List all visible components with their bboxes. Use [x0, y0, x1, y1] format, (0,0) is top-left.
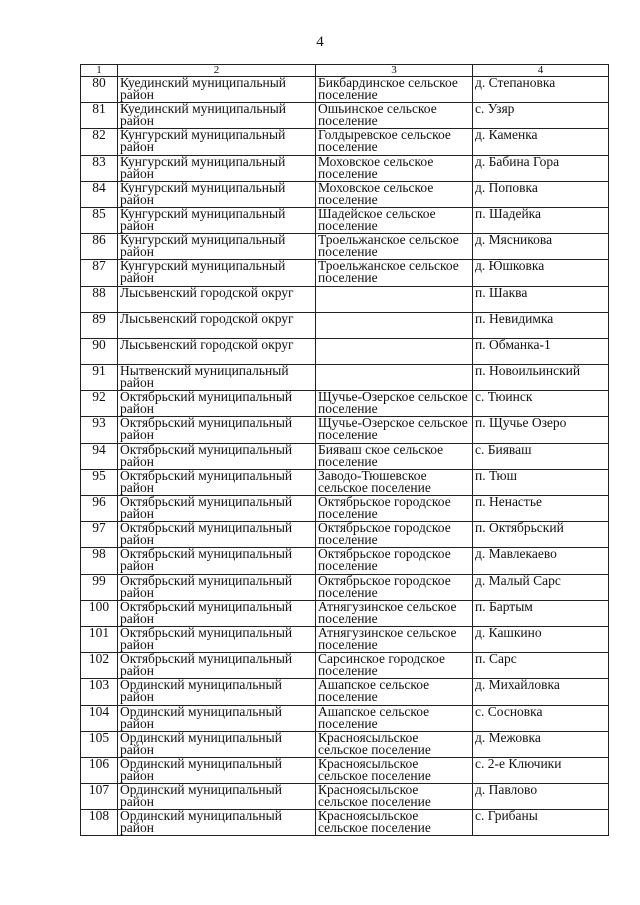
- settlement-cell: [316, 365, 473, 391]
- locality-cell: д. Мавлекаево: [473, 548, 609, 574]
- table-row: [81, 705, 609, 731]
- district-cell: Нытвенский муниципальный район: [118, 365, 316, 391]
- district-cell: Кунгурский муниципальный район: [118, 129, 316, 155]
- district-cell: Куединский муниципальный район: [118, 103, 316, 129]
- table-row: [81, 312, 609, 338]
- settlement-cell: Бияваш ское сельское поселение: [316, 443, 473, 469]
- district-cell: Лысьвенский городской округ: [118, 286, 316, 312]
- district-cell: Кунгурский муниципальный район: [118, 260, 316, 286]
- settlement-cell: Октябрьское городское поселение: [316, 548, 473, 574]
- locality-cell: п. Октябрьский: [473, 522, 609, 548]
- table-row: [81, 260, 609, 286]
- locality-cell: с. Тюинск: [473, 391, 609, 417]
- row-number: 101: [81, 626, 118, 652]
- row-number: 85: [81, 207, 118, 233]
- district-cell: Октябрьский муниципальный район: [118, 391, 316, 417]
- settlement-cell: Красноясыльское сельское поселение: [316, 731, 473, 757]
- settlement-cell: Ашапское сельское поселение: [316, 679, 473, 705]
- row-number: 80: [81, 77, 118, 103]
- column-header-1: 1: [81, 65, 118, 77]
- district-cell: Ординский муниципальный район: [118, 705, 316, 731]
- settlement-cell: Ашапское сельское поселение: [316, 705, 473, 731]
- locality-cell: с. Узяр: [473, 103, 609, 129]
- settlement-cell: Сарсинское городское поселение: [316, 653, 473, 679]
- table-row: [81, 181, 609, 207]
- district-cell: Лысьвенский городской округ: [118, 338, 316, 364]
- table-row: [81, 207, 609, 233]
- locality-cell: п. Шадейка: [473, 207, 609, 233]
- settlement-cell: Красноясыльское сельское поселение: [316, 810, 473, 836]
- settlement-cell: [316, 286, 473, 312]
- table-row: [81, 77, 609, 103]
- district-cell: Ординский муниципальный район: [118, 731, 316, 757]
- locality-cell: п. Невидимка: [473, 312, 609, 338]
- locality-cell: д. Кашкино: [473, 626, 609, 652]
- district-cell: Ординский муниципальный район: [118, 784, 316, 810]
- table-row: [81, 338, 609, 364]
- table-row: [81, 548, 609, 574]
- table-row: [81, 391, 609, 417]
- district-cell: Лысьвенский городской округ: [118, 312, 316, 338]
- locality-cell: с. 2-е Ключики: [473, 757, 609, 783]
- table-row: [81, 679, 609, 705]
- district-cell: Кунгурский муниципальный район: [118, 155, 316, 181]
- table-row: [81, 365, 609, 391]
- locality-cell: д. Малый Сарс: [473, 574, 609, 600]
- locality-cell: д. Степановка: [473, 77, 609, 103]
- settlement-cell: Бикбардинское сельское поселение: [316, 77, 473, 103]
- row-number: 91: [81, 365, 118, 391]
- settlement-cell: Октябрьское городское поселение: [316, 574, 473, 600]
- settlement-cell: Красноясыльское сельское поселение: [316, 757, 473, 783]
- row-number: 90: [81, 338, 118, 364]
- row-number: 81: [81, 103, 118, 129]
- district-cell: Октябрьский муниципальный район: [118, 600, 316, 626]
- table-row: [81, 469, 609, 495]
- row-number: 86: [81, 234, 118, 260]
- row-number: 83: [81, 155, 118, 181]
- table-row: [81, 417, 609, 443]
- settlement-cell: Троельжанское сельское поселение: [316, 234, 473, 260]
- row-number: 99: [81, 574, 118, 600]
- row-number: 104: [81, 705, 118, 731]
- district-cell: Октябрьский муниципальный район: [118, 653, 316, 679]
- locality-cell: п. Новоильинский: [473, 365, 609, 391]
- locality-cell: д. Поповка: [473, 181, 609, 207]
- locality-cell: п. Ненастье: [473, 496, 609, 522]
- table-row: [81, 731, 609, 757]
- table-row: [81, 443, 609, 469]
- district-cell: Куединский муниципальный район: [118, 77, 316, 103]
- table-row: [81, 653, 609, 679]
- column-header-4: 4: [473, 65, 609, 77]
- row-number: 98: [81, 548, 118, 574]
- settlement-cell: Октябрьское городское поселение: [316, 496, 473, 522]
- locality-cell: д. Мясникова: [473, 234, 609, 260]
- settlement-cell: Октябрьское городское поселение: [316, 522, 473, 548]
- row-number: 100: [81, 600, 118, 626]
- table-row: [81, 784, 609, 810]
- table-row: [81, 757, 609, 783]
- table-row: [81, 103, 609, 129]
- locality-cell: п. Шаква: [473, 286, 609, 312]
- district-cell: Кунгурский муниципальный район: [118, 234, 316, 260]
- settlement-cell: Красноясыльское сельское поселение: [316, 784, 473, 810]
- row-number: 87: [81, 260, 118, 286]
- district-cell: Октябрьский муниципальный район: [118, 417, 316, 443]
- locality-cell: п. Сарс: [473, 653, 609, 679]
- page-number: 4: [316, 34, 324, 50]
- settlement-cell: Щучье-Озерское сельское поселение: [316, 417, 473, 443]
- row-number: 107: [81, 784, 118, 810]
- table-body: [81, 77, 609, 836]
- district-cell: Ординский муниципальный район: [118, 679, 316, 705]
- row-number: 93: [81, 417, 118, 443]
- locality-cell: д. Павлово: [473, 784, 609, 810]
- locality-cell: п. Щучье Озеро: [473, 417, 609, 443]
- table-row: [81, 286, 609, 312]
- locality-cell: с. Грибаны: [473, 810, 609, 836]
- settlement-cell: Троельжанское сельское поселение: [316, 260, 473, 286]
- settlement-cell: Атнягузинское сельское поселение: [316, 626, 473, 652]
- locality-cell: п. Бартым: [473, 600, 609, 626]
- row-number: 103: [81, 679, 118, 705]
- locality-cell: д. Юшковка: [473, 260, 609, 286]
- settlement-cell: [316, 338, 473, 364]
- district-cell: Октябрьский муниципальный район: [118, 469, 316, 495]
- column-header-2: 2: [118, 65, 316, 77]
- locality-cell: с. Бияваш: [473, 443, 609, 469]
- district-cell: Ординский муниципальный район: [118, 757, 316, 783]
- district-cell: Ординский муниципальный район: [118, 810, 316, 836]
- district-cell: Октябрьский муниципальный район: [118, 496, 316, 522]
- settlement-cell: Голдыревское сельское поселение: [316, 129, 473, 155]
- row-number: 105: [81, 731, 118, 757]
- row-number: 106: [81, 757, 118, 783]
- footer-speck: [232, 882, 235, 885]
- column-header-3: 3: [316, 65, 473, 77]
- settlement-cell: Моховское сельское поселение: [316, 155, 473, 181]
- locality-cell: д. Каменка: [473, 129, 609, 155]
- row-number: 82: [81, 129, 118, 155]
- table-row: [81, 810, 609, 836]
- district-cell: Октябрьский муниципальный район: [118, 574, 316, 600]
- table-row: [81, 234, 609, 260]
- settlement-cell: Щучье-Озерское сельское поселение: [316, 391, 473, 417]
- settlement-cell: [316, 312, 473, 338]
- locality-cell: д. Межовка: [473, 731, 609, 757]
- row-number: 95: [81, 469, 118, 495]
- locality-cell: п. Обманка-1: [473, 338, 609, 364]
- table-row: [81, 155, 609, 181]
- settlement-cell: Заводо-Тюшевское сельское поселение: [316, 469, 473, 495]
- district-cell: Октябрьский муниципальный район: [118, 626, 316, 652]
- district-cell: Кунгурский муниципальный район: [118, 207, 316, 233]
- header-row: [81, 65, 609, 77]
- row-number: 88: [81, 286, 118, 312]
- row-number: 108: [81, 810, 118, 836]
- locality-cell: д. Бабина Гора: [473, 155, 609, 181]
- district-cell: Октябрьский муниципальный район: [118, 522, 316, 548]
- settlement-cell: Моховское сельское поселение: [316, 181, 473, 207]
- district-cell: Кунгурский муниципальный район: [118, 181, 316, 207]
- row-number: 96: [81, 496, 118, 522]
- settlement-cell: Шадейское сельское поселение: [316, 207, 473, 233]
- table-row: [81, 129, 609, 155]
- settlements-table: [80, 64, 609, 836]
- table-row: [81, 522, 609, 548]
- settlement-cell: Ошьинское сельское поселение: [316, 103, 473, 129]
- table-row: [81, 600, 609, 626]
- district-cell: Октябрьский муниципальный район: [118, 548, 316, 574]
- table-row: [81, 626, 609, 652]
- table-row: [81, 574, 609, 600]
- locality-cell: с. Сосновка: [473, 705, 609, 731]
- settlement-cell: Атнягузинское сельское поселение: [316, 600, 473, 626]
- row-number: 84: [81, 181, 118, 207]
- row-number: 94: [81, 443, 118, 469]
- row-number: 97: [81, 522, 118, 548]
- row-number: 89: [81, 312, 118, 338]
- row-number: 102: [81, 653, 118, 679]
- district-cell: Октябрьский муниципальный район: [118, 443, 316, 469]
- locality-cell: д. Михайловка: [473, 679, 609, 705]
- table-row: [81, 496, 609, 522]
- locality-cell: п. Тюш: [473, 469, 609, 495]
- row-number: 92: [81, 391, 118, 417]
